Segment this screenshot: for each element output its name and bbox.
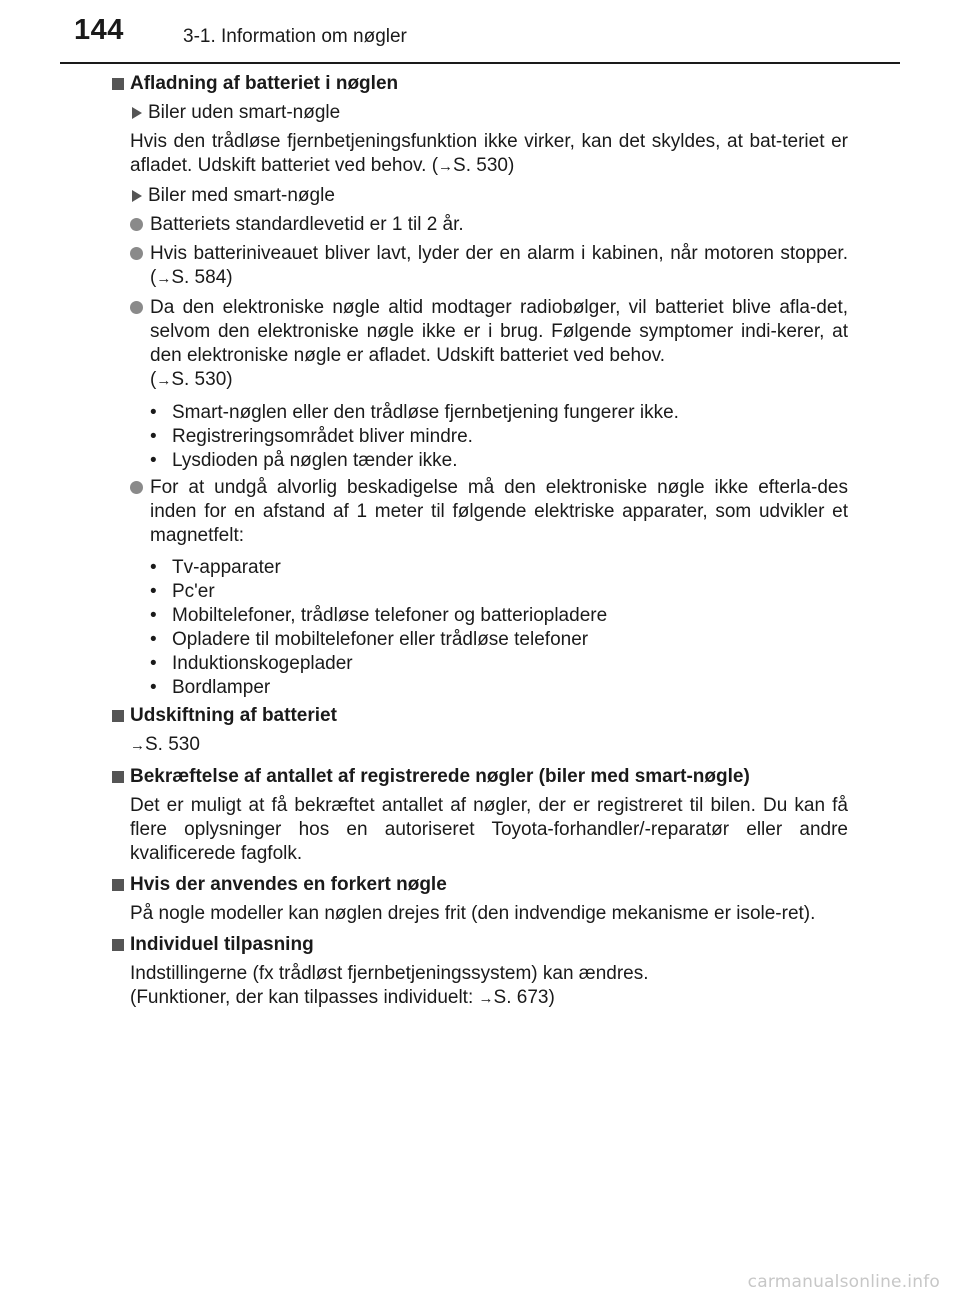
page-reference-link[interactable]: S. 530) [171,369,233,390]
paragraph-replace-battery [112,733,848,758]
page-reference-link[interactable]: S. 530 [145,734,200,755]
list-item: • Induktionskogeplader [150,653,353,674]
dot-bullet-icon: • [150,605,157,626]
arrow-icon: → [156,372,172,389]
list-item: • Registreringsområdet bliver mindre. [150,426,473,447]
dot-bullet-icon: • [150,581,157,602]
chapter-title: 3-1. Information om nøgler [183,26,407,47]
paragraph-confirm-keys: Det er muligt at få bekræftet antallet af nøgler, der er registreret til bilen. Du kan få flere oplysninger hos en autoriseret Toyota-forhandler/-reparatør eller andre kvalificerede fagfolk. [130,795,848,864]
list-item: • Opladere til mobiltelefoner eller trådløse telefoner [150,629,589,650]
header-divider [60,62,900,64]
square-bullet-icon [112,710,124,722]
paragraph-wrong-key: På nogle modeller kan nøglen drejes frit (den indvendige mekanisme er isole-ret). [130,903,816,924]
watermark: carmanualsonline.info [747,1272,940,1292]
dot-bullet-icon: • [150,677,157,698]
list-item: • Lysdioden på nøglen tænder ikke. [150,450,458,471]
sub-heading-no-smart-key: Biler uden smart-nøgle [112,101,848,125]
dot-bullet-icon: • [150,402,157,423]
arrow-icon: → [130,737,145,754]
page-reference-link[interactable]: S. 673) [493,987,555,1008]
list-item: • Tv-apparater [150,557,281,578]
section-heading-battery-drain: Afladning af batteriet i nøglen [112,72,848,96]
list-item: Batteriets standardlevetid er 1 til 2 år. [112,213,848,237]
square-bullet-icon [112,879,124,891]
list-item: • Mobiltelefoner, trådløse telefoner og batteriopladere [150,605,608,626]
square-bullet-icon [112,771,124,783]
section-heading-confirm-keys: Bekræftelse af antallet af registrerede nøgler (biler med smart-nøgle) [112,765,848,789]
paragraph-customization: Indstillingerne (fx trådløst fjernbetjeningssystem) kan ændres. (Funktioner, der kan tilpasses individuelt: →S. 673) [130,963,649,1008]
arrow-icon: → [478,990,494,1007]
dot-bullet-icon: • [150,629,157,650]
dot-bullet-icon: • [150,426,157,447]
dot-bullet-icon: • [150,450,157,471]
list-item: Da den elektroniske nøgle altid modtager radiobølger, vil batteriet blive afla-det, selvom den elektroniske nøgle ikke er i brug. Følgende symptomer indi-kerer, at den elektroniske nøgle er afladet. Udskift batteriet ved behov. (→S. 530) [112,296,848,393]
section-heading-wrong-key: Hvis der anvendes en forkert nøgle [112,873,848,897]
circle-bullet-icon [130,218,143,231]
page-number: 144 [74,14,124,46]
list-item: • Bordlamper [150,677,271,698]
list-item: • Smart-nøglen eller den trådløse fjernbetjening fungerer ikke. [150,402,679,423]
page-reference-link[interactable]: S. 584) [171,267,233,288]
sub-heading-smart-key: Biler med smart-nøgle [112,184,848,208]
triangle-bullet-icon [132,190,142,202]
page-header [0,0,960,62]
paragraph-no-smart-key: Hvis den trådløse fjernbetjeningsfunktion ikke virker, kan det skyldes, at bat-teriet er afladet. Udskift batteriet ved behov. (→S. 530) [130,131,848,176]
page-reference-link[interactable]: S. 530) [453,155,515,176]
section-heading-customization: Individuel tilpasning [112,933,848,957]
triangle-bullet-icon [132,107,142,119]
section-heading-replace-battery: Udskiftning af batteriet [112,704,848,728]
circle-bullet-icon [130,481,143,494]
device-list [112,556,848,700]
arrow-icon: → [156,270,172,287]
list-item: Hvis batteriniveauet bliver lavt, lyder der en alarm i kabinen, når motoren stopper. (→S. 584) [112,242,848,291]
list-item: For at undgå alvorlig beskadigelse må den elektroniske nøgle ikke efterla-des inden for en afstand af 1 meter til følgende elektriske apparater, som udvikler et magnetfelt: [112,476,848,548]
list-item: • Pc'er [150,581,215,602]
dot-bullet-icon: • [150,557,157,578]
circle-bullet-icon [130,247,143,260]
arrow-icon: → [438,158,454,175]
square-bullet-icon [112,78,124,90]
dot-bullet-icon: • [150,653,157,674]
square-bullet-icon [112,939,124,951]
symptom-list [112,401,848,473]
circle-bullet-icon [130,301,143,314]
page-content [112,68,848,1011]
